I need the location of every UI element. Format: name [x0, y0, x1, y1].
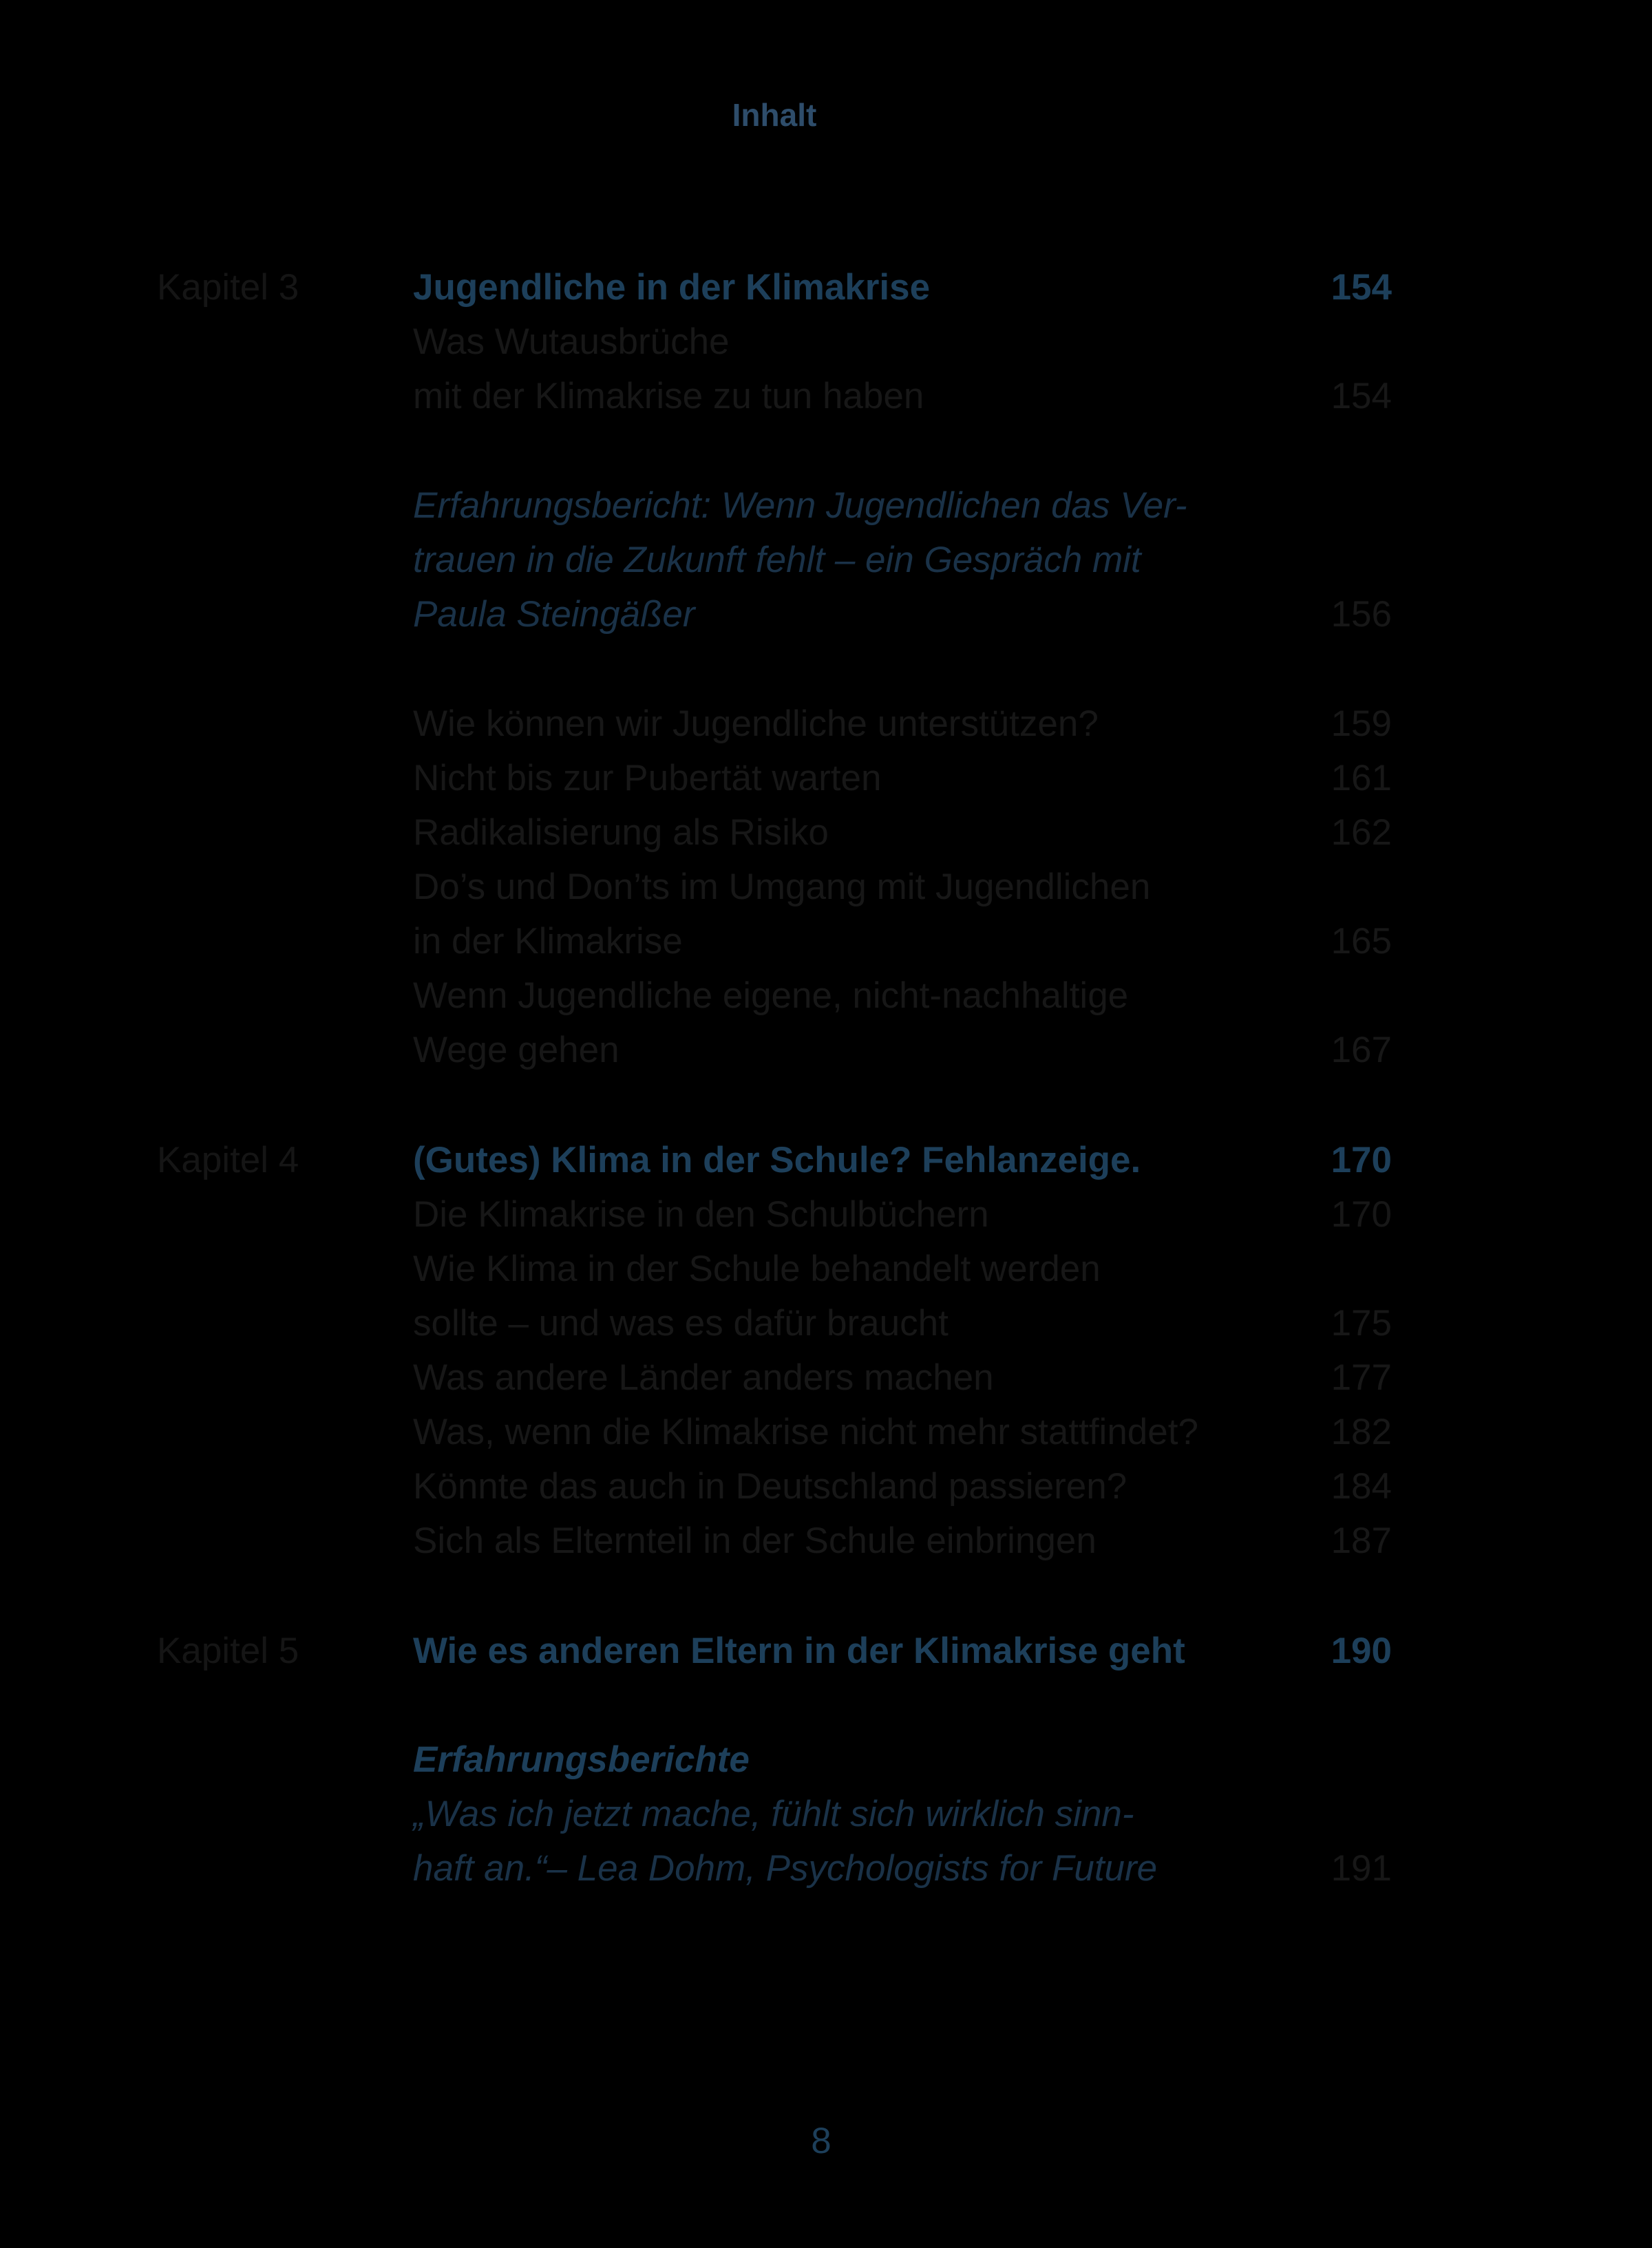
toc-entry[interactable]: [0, 369, 1652, 423]
toc-entry-title: mit der Klimakrise zu tun haben: [413, 376, 924, 416]
toc-entry-page: 165: [1331, 921, 1392, 962]
toc-entry[interactable]: [0, 1296, 1652, 1350]
toc-entry-title: Sich als Elternteil in der Schule einbringen: [413, 1520, 1097, 1561]
toc-entry-page: 170: [1331, 1140, 1392, 1180]
toc-entry-page: 184: [1331, 1466, 1392, 1507]
chapter-label-5: Kapitel 5: [157, 1631, 299, 1671]
toc-entry-title: Was andere Länder anders machen: [413, 1357, 994, 1398]
toc-entry-page: 191: [1331, 1848, 1392, 1889]
toc-entry-title: Nicht bis zur Pubertät warten: [413, 758, 882, 798]
toc-entry[interactable]: [0, 478, 1652, 533]
toc-entry-page: 162: [1331, 812, 1392, 853]
toc-entry-title: Erfahrungsberichte: [413, 1739, 750, 1780]
toc-entry[interactable]: [0, 1405, 1652, 1459]
toc-entry-page: 177: [1331, 1357, 1392, 1398]
toc-entry[interactable]: [0, 260, 1652, 315]
toc-entry-page: 170: [1331, 1194, 1392, 1235]
toc-entry-page: 190: [1331, 1631, 1392, 1671]
toc-entry-title: Jugendliche in der Klimakrise: [413, 267, 931, 308]
chapter-label-4: Kapitel 4: [157, 1140, 299, 1180]
toc-entry-page: 187: [1331, 1520, 1392, 1561]
toc-entry[interactable]: [0, 751, 1652, 805]
toc-entry-title: haft an.“– Lea Dohm, Psychologists for Future: [413, 1848, 1158, 1889]
toc-entry-title: Do’s und Don’ts im Umgang mit Jugendlichen: [413, 867, 1151, 907]
toc-entry[interactable]: [0, 697, 1652, 751]
toc-entry-title: Wege gehen: [413, 1030, 620, 1070]
toc-entry[interactable]: [0, 1514, 1652, 1568]
toc-entry-title: Radikalisierung als Risiko: [413, 812, 829, 853]
toc-entry[interactable]: [0, 1242, 1652, 1296]
toc-entry-title: Was, wenn die Klimakrise nicht mehr stattfindet?: [413, 1412, 1198, 1452]
toc-entry-page: 159: [1331, 703, 1392, 744]
toc-entry[interactable]: [0, 533, 1652, 587]
toc-entry[interactable]: [0, 1459, 1652, 1514]
toc-entry-title: Wie Klima in der Schule behandelt werden: [413, 1249, 1101, 1289]
toc-entry-page: 154: [1331, 267, 1392, 308]
toc-entry-title: in der Klimakrise: [413, 921, 683, 962]
toc-entry-title: „Was ich jetzt mache, fühlt sich wirklich sinn-: [413, 1794, 1134, 1834]
page-header-title: Inhalt: [732, 97, 817, 133]
chapter-label-3: Kapitel 3: [157, 267, 299, 308]
toc-entry[interactable]: [0, 1624, 1652, 1678]
toc-entry-title: trauen in die Zukunft fehlt – ein Gespräch mit: [413, 540, 1141, 580]
toc-entry[interactable]: [0, 1133, 1652, 1187]
toc-entry[interactable]: [0, 1350, 1652, 1405]
toc-entry-title: Die Klimakrise in den Schulbüchern: [413, 1194, 989, 1235]
toc-entry[interactable]: [0, 914, 1652, 968]
toc-entry[interactable]: [0, 860, 1652, 914]
toc-entry-title: Wie es anderen Eltern in der Klimakrise geht: [413, 1631, 1185, 1671]
toc-entry-title: Was Wutausbrüche: [413, 321, 730, 362]
toc-entry[interactable]: [0, 1732, 1652, 1787]
toc-entry[interactable]: [0, 1187, 1652, 1242]
toc-entry-page: 175: [1331, 1303, 1392, 1344]
toc-entry[interactable]: [0, 1787, 1652, 1841]
toc-entry[interactable]: [0, 1841, 1652, 1896]
toc-entry-page: 156: [1331, 594, 1392, 635]
page-number: 8: [811, 2121, 832, 2161]
toc-entry-title: Paula Steingäßer: [413, 594, 695, 635]
toc-entry[interactable]: [0, 1023, 1652, 1077]
toc-entry-page: 167: [1331, 1030, 1392, 1070]
toc-entry-page: 161: [1331, 758, 1392, 798]
toc-entry-title: Erfahrungsbericht: Wenn Jugendlichen das Ver-: [413, 485, 1187, 526]
toc-entry[interactable]: [0, 315, 1652, 369]
toc-entry[interactable]: [0, 805, 1652, 860]
toc-entry-title: Könnte das auch in Deutschland passieren?: [413, 1466, 1127, 1507]
toc-entry-title: Wenn Jugendliche eigene, nicht-nachhaltige: [413, 975, 1129, 1016]
toc-entry-title: sollte – und was es dafür braucht: [413, 1303, 949, 1344]
toc-entry-page: 182: [1331, 1412, 1392, 1452]
toc-entry[interactable]: [0, 587, 1652, 641]
toc-entry-title: Wie können wir Jugendliche unterstützen?: [413, 703, 1099, 744]
toc-entry-page: 154: [1331, 376, 1392, 416]
toc-entry-title: (Gutes) Klima in der Schule? Fehlanzeige.: [413, 1140, 1141, 1180]
toc-entry[interactable]: [0, 968, 1652, 1023]
